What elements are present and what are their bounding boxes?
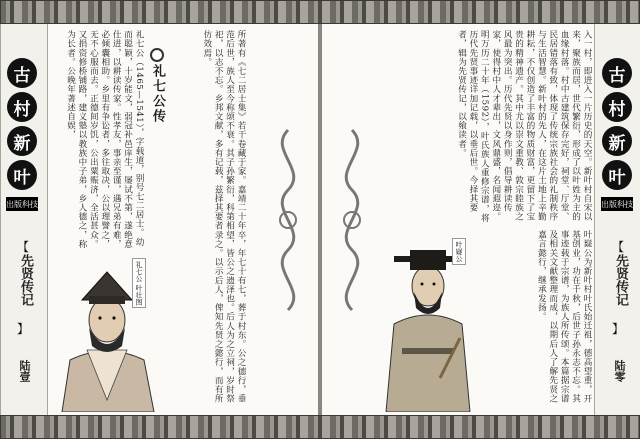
text-block-lower-left: 礼七公（1465—1541），字载道，别号七二居士。幼而聪颖，十岁能文，弱冠补邑庠生，屡试不第，遂绝意仕进，以耕读传家。性孝友，事亲至谨，遇兄弟有难，必倾囊相助。乡里有争讼者，多往取决，公以理譬之，无不心服而去。正德间岁饥，公出粟赈济，全活甚众。又捐资修桥铺路，建义塾以教族中子弟，乡人德之，称为长者。公晚年著述自娱，: [65, 30, 144, 249]
article-heading: 礼七公传: [150, 64, 165, 124]
text-block-upper-right: 入一村，即进入一片历史的天空。新叶村自宋以来，聚族而居，世代繁衍，形成了以叶姓为主的血缘村落。村中古建筑保存完好，祠堂、厅堂、民居错落有致，体现了传统宗族社会的礼制秩序与生活智慧。新叶村的先人，在这片土地上辛勤耕耘，不仅创造了丰富的物质财富，更留下了宝贵的精神遗产。其中尤以崇文重教、敦宗睦族之风最为突出。历代先贤以身作则，倡导耕读传家，使得村中人才辈出，文风鼎盛，名闻遐迩。明万历二十年（1592），叶氏族人重修宗谱，将历代先贤事迹详加记载，以垂后世。今择其要者，辑为先贤传记，以飨读者。: [456, 30, 592, 223]
seal-char: 叶: [7, 160, 37, 190]
text-block-center: 所著有《七二居士集》若干卷藏于家。嘉靖二十年卒，年七十有七，葬于村东。公之德行，垂范后世，族人至今称颂不衰。其子孙繁衍，科第相望，皆公之遗泽也。后人为之立祠，岁时祭祀，以志不忘。乡邦文献，多有记载，兹择其要者录之。以示后人，俾知先贤之懿行，而有所仿效焉。: [201, 30, 246, 404]
text-block-lower-right: 叶嶷公为新叶村叶氏始迁祖，德高望重，开基创业，功在千秋，后世子孙永志不忘。其事迹载于宗谱，为族人所传颂。本篇据宗谱及相关文献整理而成，以期后人了解先贤之嘉言懿行，继承发扬。: [536, 230, 592, 403]
seal-char: 村: [602, 92, 632, 122]
top-ornamental-border: [0, 0, 640, 24]
section-title: 先贤传记: [613, 254, 628, 306]
heading-marker-icon: [150, 48, 164, 62]
bracket-close: 】: [17, 322, 30, 336]
portrait-caption: 叶嶷公: [452, 238, 466, 265]
seal-char: 新: [7, 126, 37, 156]
badge: 出版科技: [6, 197, 38, 211]
bracket-open: 【: [612, 240, 625, 254]
seal-char: 古: [7, 58, 37, 88]
badge: 出版科技: [601, 197, 633, 211]
page-number: 陆壹: [18, 360, 31, 382]
seal-char: 古: [602, 58, 632, 88]
bottom-ornamental-border: [0, 415, 640, 439]
seal-char: 新: [602, 126, 632, 156]
page-number: 陆零: [613, 360, 626, 382]
seal-char: 叶: [602, 160, 632, 190]
seal-char: 村: [7, 92, 37, 122]
portrait-caption: 礼七公 叶壮图: [132, 258, 146, 308]
bracket-open: 【: [17, 240, 30, 254]
left-scroll-ornament: [258, 120, 318, 320]
section-title: 先贤传记: [18, 254, 33, 306]
bracket-close: 】: [612, 322, 625, 336]
